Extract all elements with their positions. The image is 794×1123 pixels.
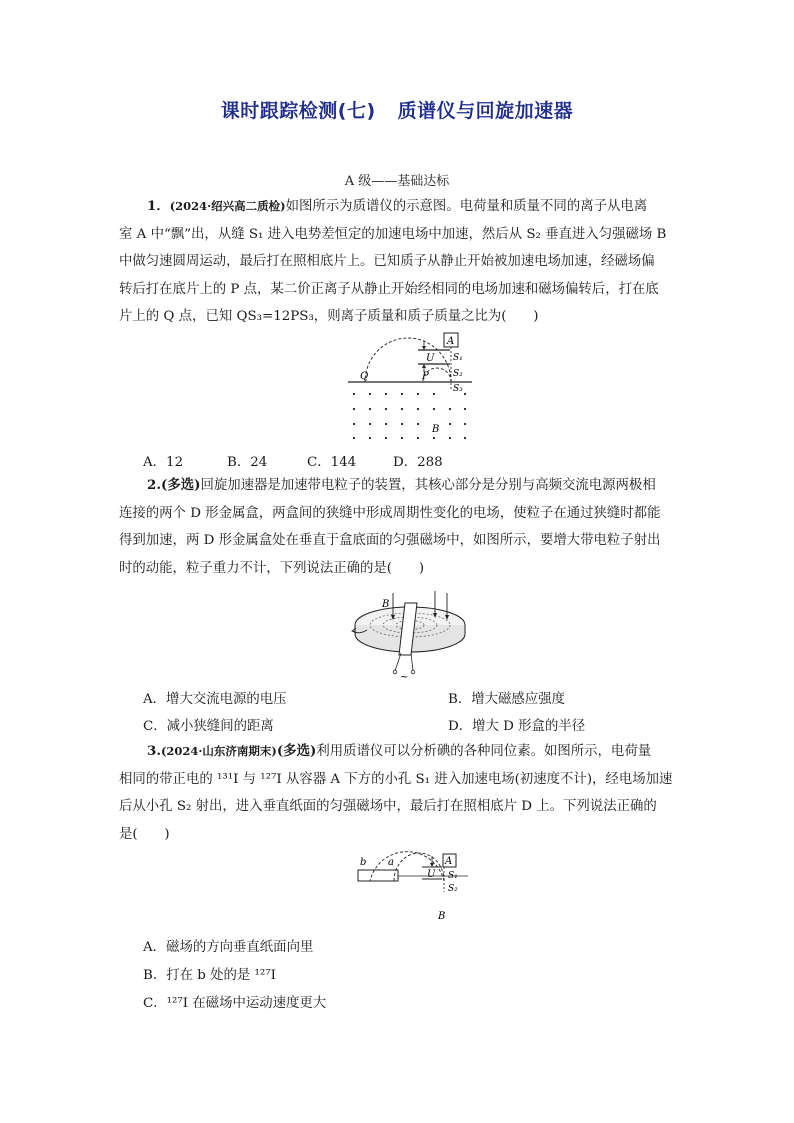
terminal xyxy=(393,670,397,674)
cyclotron-figure xyxy=(345,585,475,680)
question-2-text xyxy=(119,472,679,582)
question-line: 利用质谱仪可以分析碘的各种同位素。如图所示，电荷量 xyxy=(316,744,652,759)
multi-select-tag: (多选) xyxy=(160,477,201,493)
label-B: B xyxy=(438,911,446,922)
question-line: 片上的 Q 点，已知 QS₃=12PS₃，则离子质量和质子质量之比为( ) xyxy=(119,309,539,325)
label-S3: S₃ xyxy=(453,384,463,394)
title-sub: 质谱仪与回旋加速器 xyxy=(397,100,574,122)
option-b[interactable]: B．24 xyxy=(227,455,268,470)
option-a[interactable]: A．增大交流电源的电压 xyxy=(143,692,287,707)
trajectory-large xyxy=(365,338,451,382)
photographic-plate-d xyxy=(358,870,398,881)
section-level: A 级——基础达标 xyxy=(344,174,450,189)
option-c[interactable]: C．减小狭缝间的距离 xyxy=(143,719,274,734)
question-number: 2. xyxy=(147,477,161,493)
question-line: 是( ) xyxy=(119,826,170,842)
label-U: U xyxy=(427,869,436,880)
question-line: 回旋加速器是加速带电粒子的装置，其核心部分是分别与高频交流电源两极相 xyxy=(200,478,656,493)
option-c[interactable]: C．144 xyxy=(307,455,357,470)
question-line: 相同的带正电的 ¹³¹I 与 ¹²⁷I 从容器 A 下方的小孔 S₁ 进入加速电场(初速度不计)，经电场加速 xyxy=(119,771,673,787)
question-line: 转后打在底片上的 P 点，某二价正离子从静止开始经相同的电场加速和磁场偏转后，打在底 xyxy=(119,281,659,297)
label-a: a xyxy=(388,857,394,868)
question-number: 1． xyxy=(147,198,170,214)
option-b[interactable]: B．增大磁感应强度 xyxy=(448,692,565,707)
label-A: A xyxy=(447,336,455,347)
label-S1: S₁ xyxy=(448,871,458,881)
label-b: b xyxy=(360,857,367,868)
question-line: 室 A 中“飘”出，从缝 S₁ 进入电势差恒定的加速电场中加速，然后从 S₂ 垂直进入匀强磁场 B xyxy=(119,226,667,242)
question-line: 得到加速，两 D 形金属盒处在垂直于盒底面的匀强磁场中，如图所示，要增大带电粒子射出 xyxy=(119,533,661,549)
arrow-head xyxy=(422,346,426,350)
label-P: P xyxy=(422,371,429,382)
label-B: B xyxy=(382,599,390,610)
label-S1: S₁ xyxy=(453,353,463,363)
mass-spectrometer-figure-3 xyxy=(350,848,480,933)
page-title xyxy=(0,96,794,123)
arrow-head xyxy=(422,364,426,368)
wire xyxy=(395,653,401,671)
terminal xyxy=(411,670,415,674)
label-B: B xyxy=(432,424,440,435)
mass-spectrometer-figure-1 xyxy=(340,330,480,445)
option-d[interactable]: D．增大 D 形盒的半径 xyxy=(448,719,586,734)
option-a[interactable]: A．磁场的方向垂直纸面向里 xyxy=(143,940,314,955)
question-line: 后从小孔 S₂ 射出，进入垂直纸面的匀强磁场中，最后打在照相底片 D 上。下列说法正确的 xyxy=(119,799,657,815)
label-U: U xyxy=(426,353,435,364)
question-line: 连接的两个 D 形金属盒，两盒间的狭缝中形成周期性变化的电场，使粒子在通过狭缝时都能 xyxy=(119,505,661,521)
question-line: 如图所示为质谱仪的示意图。电荷量和质量不同的离子从电离 xyxy=(285,199,648,214)
question-1-options xyxy=(143,451,443,470)
ac-symbol: ~ xyxy=(400,672,409,680)
multi-select-tag: (多选) xyxy=(276,743,317,759)
question-source: (2024·山东济南期末) xyxy=(160,744,277,758)
question-line: 中做匀速圆周运动，最后打在照相底片上。已知质子从静止开始被加速电场加速，经磁场偏 xyxy=(119,254,655,270)
question-1-text xyxy=(119,193,679,331)
label-S2: S₂ xyxy=(453,369,463,379)
arrow-head xyxy=(430,863,434,867)
label-A: A xyxy=(445,856,453,867)
option-d[interactable]: D．288 xyxy=(393,455,443,470)
option-a[interactable]: A．12 xyxy=(143,455,184,470)
question-number: 3. xyxy=(147,743,161,759)
label-S2: S₂ xyxy=(448,884,458,894)
wire xyxy=(411,653,413,671)
label-Q: Q xyxy=(360,371,369,382)
question-3-text xyxy=(119,738,679,848)
title-main: 课时跟踪检测(七) xyxy=(220,100,376,122)
question-source: (2024·绍兴高二质检) xyxy=(169,199,286,213)
question-line: 时的动能，粒子重力不计，下列说法正确的是( ) xyxy=(119,560,425,576)
magnetic-field-dots xyxy=(353,393,466,439)
option-b[interactable]: B．打在 b 处的是 ¹²⁷I xyxy=(143,968,276,983)
option-c[interactable]: C．¹²⁷I 在磁场中运动速度更大 xyxy=(143,996,327,1011)
